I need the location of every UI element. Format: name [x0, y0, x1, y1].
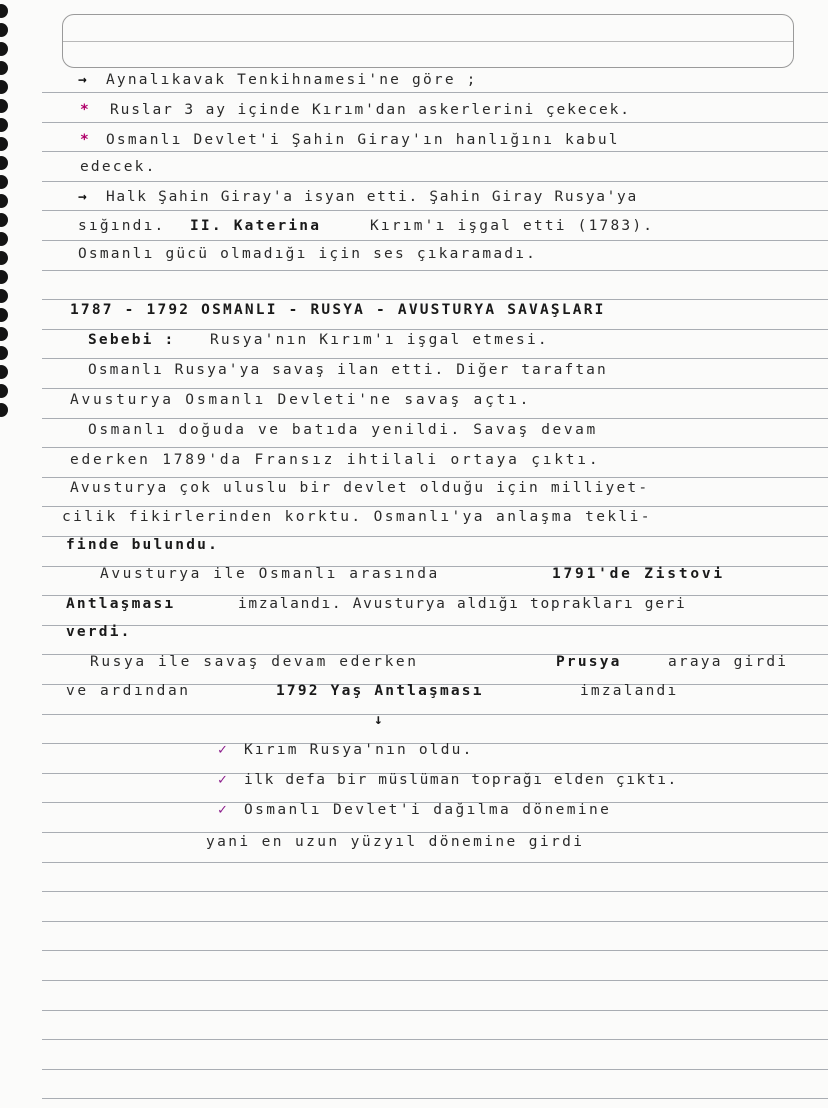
ruled-line	[42, 980, 828, 981]
note-text: finde bulundu.	[66, 537, 220, 553]
note-text: Aynalıkavak Tenkihnamesi'ne göre ;	[106, 72, 478, 88]
note-text: verdi.	[66, 624, 132, 640]
note-line	[0, 505, 828, 533]
asterisk-icon: *	[80, 102, 91, 118]
highlight-state: Prusya	[556, 654, 622, 670]
highlight-treaty: 1792 Yaş Antlaşması	[276, 683, 484, 699]
result-text: ilk defa bir müslüman toprağı elden çıktı.	[244, 772, 678, 788]
note-line	[0, 328, 828, 356]
arrow-icon: →	[78, 189, 89, 205]
cause-label: Sebebi :	[88, 332, 176, 348]
note-line	[0, 562, 828, 590]
note-line	[0, 708, 828, 736]
ruled-line	[42, 950, 828, 951]
check-icon: ✓	[218, 742, 229, 758]
result-text: Osmanlı Devlet'i dağılma dönemine	[244, 802, 612, 818]
ruled-line	[42, 1039, 828, 1040]
result-line	[0, 738, 828, 766]
note-line	[0, 650, 828, 678]
note-line	[0, 128, 828, 156]
note-text: Avusturya çok uluslu bir devlet olduğu için milliyet-	[70, 480, 650, 496]
ruled-line	[42, 862, 828, 863]
header-midline	[63, 41, 793, 42]
note-text: ve ardından	[66, 683, 191, 699]
note-text: imzalandı	[580, 683, 679, 699]
section-title-line	[0, 298, 828, 326]
ruled-line	[42, 1010, 828, 1011]
binder-hole	[0, 4, 8, 18]
result-line	[0, 798, 828, 826]
highlight-treaty: 1791'de Zistovi	[552, 566, 725, 582]
note-line	[0, 388, 828, 416]
down-arrow-icon: ↓	[374, 712, 385, 728]
note-line	[0, 185, 828, 213]
note-line	[0, 418, 828, 446]
result-text: yani en uzun yüzyıl dönemine girdi	[206, 834, 585, 850]
note-text: Osmanlı Devlet'i Şahin Giray'ın hanlığını kabul	[106, 132, 620, 148]
section-title: 1787 - 1792 OSMANLI - RUSYA - AVUSTURYA SAVAŞLARI	[70, 302, 606, 318]
check-icon: ✓	[218, 772, 229, 788]
note-text: Rusya ile savaş devam ederken	[90, 654, 419, 670]
note-text: araya girdi	[668, 654, 789, 670]
header-box	[62, 14, 794, 68]
note-line	[0, 155, 828, 183]
note-line	[0, 679, 828, 707]
note-text: ederken 1789'da Fransız ihtilali ortaya çıktı.	[70, 452, 601, 468]
asterisk-icon: *	[80, 132, 91, 148]
note-text: cilik fikirlerinden korktu. Osmanlı'ya anlaşma tekli-	[62, 509, 652, 525]
note-line	[0, 476, 828, 504]
result-text: Kırım Rusya'nın oldu.	[244, 742, 474, 758]
arrow-icon: →	[78, 72, 89, 88]
ruled-line	[42, 1098, 828, 1099]
note-line	[0, 242, 828, 270]
ruled-line	[42, 921, 828, 922]
note-text: Ruslar 3 ay içinde Kırım'dan askerlerini çekecek.	[110, 102, 631, 118]
note-line	[0, 68, 828, 96]
note-text: Osmanlı Rusya'ya savaş ilan etti. Diğer taraftan	[88, 362, 608, 378]
ruled-line	[42, 1069, 828, 1070]
note-text: imzalandı. Avusturya aldığı toprakları geri	[238, 596, 687, 612]
note-line	[0, 214, 828, 242]
note-text: Avusturya Osmanlı Devleti'ne savaş açtı.	[70, 392, 532, 408]
note-line	[0, 98, 828, 126]
highlight-name: II. Katerina	[190, 218, 322, 234]
note-text: Avusturya ile Osmanlı arasında	[100, 566, 440, 582]
note-text: Osmanlı doğuda ve batıda yenildi. Savaş devam	[88, 422, 598, 438]
note-text: Kırım'ı işgal etti (1783).	[370, 218, 655, 234]
note-line	[0, 592, 828, 620]
result-line	[0, 830, 828, 858]
note-text: sığındı.	[78, 218, 166, 234]
note-text: Osmanlı gücü olmadığı için ses çıkaramadı.	[78, 246, 538, 262]
highlight-treaty: Antlaşması	[66, 596, 176, 612]
note-text: Rusya'nın Kırım'ı işgal etmesi.	[210, 332, 549, 348]
note-line	[0, 533, 828, 561]
note-line	[0, 358, 828, 386]
note-text: edecek.	[80, 159, 157, 175]
ruled-line	[42, 270, 828, 271]
check-icon: ✓	[218, 802, 229, 818]
binder-hole	[0, 270, 8, 284]
result-line	[0, 768, 828, 796]
ruled-line	[42, 891, 828, 892]
note-text: Halk Şahin Giray'a isyan etti. Şahin Giray Rusya'ya	[106, 189, 638, 205]
note-line	[0, 620, 828, 648]
note-line	[0, 448, 828, 476]
binder-hole	[0, 42, 8, 56]
binder-hole	[0, 23, 8, 37]
